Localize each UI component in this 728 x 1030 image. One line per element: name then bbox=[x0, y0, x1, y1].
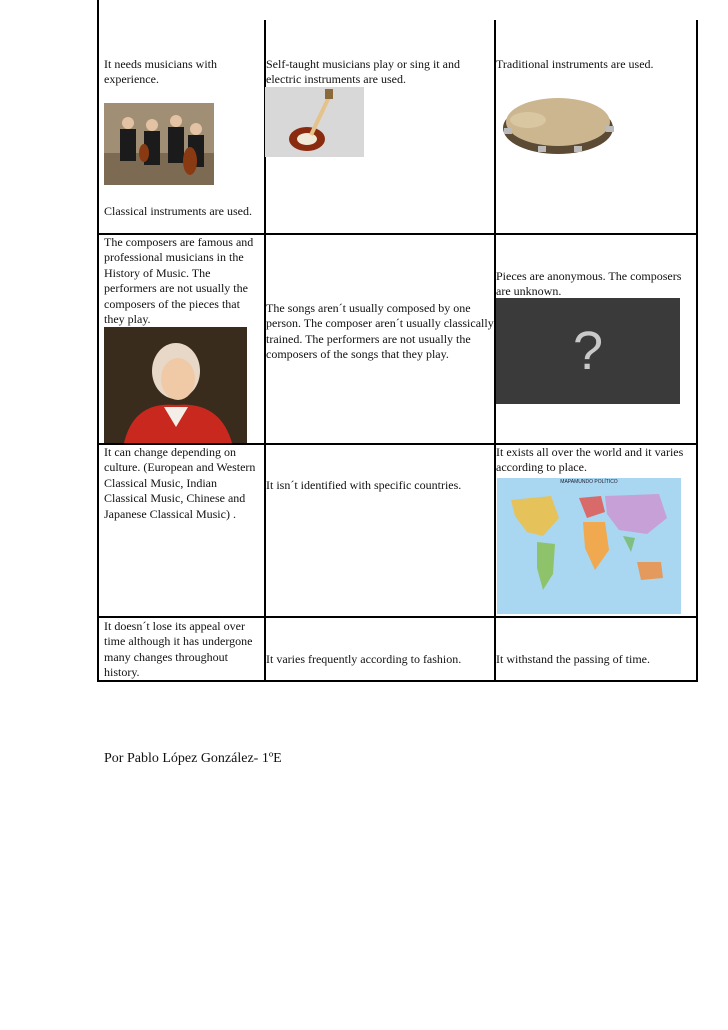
cell-r1-c2-text: Self-taught musicians play or sing it and electric instruments are used. bbox=[266, 57, 460, 87]
cell-r4-c2-text: It varies frequently according to fashion. bbox=[266, 652, 462, 666]
question-mark-glyph: ? bbox=[572, 321, 604, 381]
table-border-left bbox=[97, 0, 99, 681]
cell-r3-c1-text: It can change depending on culture. (European and Western Classical Music, Indian Classical Music, Chinese and Japanese Classical Music) . bbox=[104, 445, 256, 521]
tambourine-photo bbox=[498, 90, 622, 162]
cell-r2-c1-text: The composers are famous and professional musicians in the History of Music. The performers are not usually the composers of the pieces that they play. bbox=[104, 235, 254, 327]
row-divider-3 bbox=[97, 616, 698, 618]
table-border-right bbox=[696, 20, 698, 681]
cell-r4-c1-text: It doesn´t lose its appeal over time although it has undergone many changes throughout history. bbox=[104, 619, 253, 680]
cell-r1-c3-text: Traditional instruments are used. bbox=[496, 57, 654, 71]
cell-r3-c2-text: It isn´t identified with specific countries. bbox=[266, 478, 462, 492]
cell-r2-c3-text: Pieces are anonymous. The composers are unknown. bbox=[496, 269, 682, 299]
cell-r1-c1-extra: Classical instruments are used. bbox=[104, 204, 252, 218]
electric-guitar-photo bbox=[265, 87, 364, 157]
world-map-image bbox=[497, 478, 681, 614]
cell-r3-c3-text: It exists all over the world and it varies according to place. bbox=[496, 445, 684, 475]
orchestra-photo bbox=[104, 103, 214, 185]
map-title: MAPAMUNDO POLÍTICO bbox=[560, 479, 618, 485]
question-mark-image bbox=[496, 298, 680, 404]
cell-r4-c3-text: It withstand the passing of time. bbox=[496, 652, 650, 666]
cell-r1-c1-text: It needs musicians with experience. bbox=[104, 57, 217, 87]
author-footer: Por Pablo López González- 1ºE bbox=[104, 751, 282, 766]
mozart-portrait bbox=[104, 327, 247, 443]
cell-r2-c2-text: The songs aren´t usually composed by one person. The composer aren´t usually classically trained. The performers are not usually the composers of the songs that they play. bbox=[266, 301, 494, 362]
